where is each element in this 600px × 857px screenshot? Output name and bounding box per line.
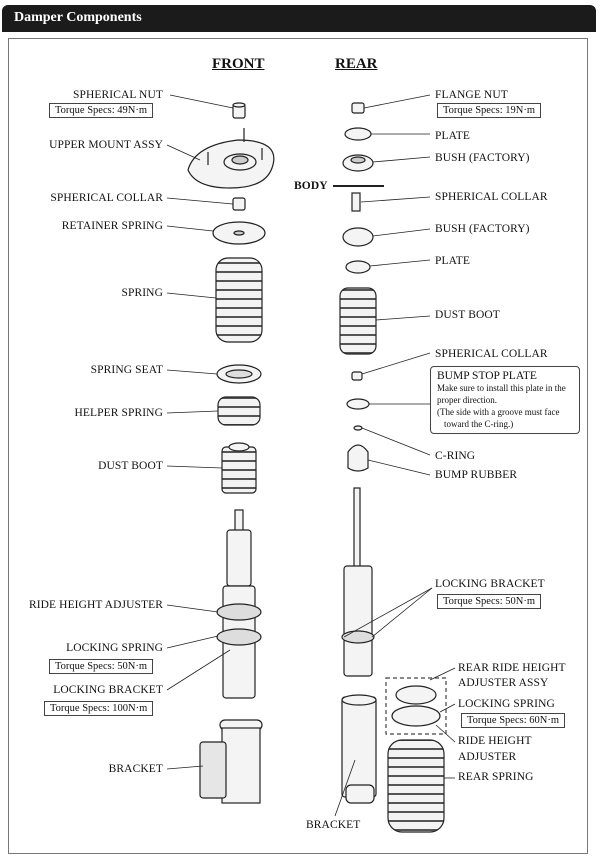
rear-c-ring [354, 426, 362, 430]
label-rear-locking-bracket: LOCKING BRACKET [435, 578, 545, 590]
label-retainer-spring: RETAINER SPRING [61, 220, 163, 232]
rear-heading: REAR [335, 56, 378, 72]
label-rear-plate-bottom: PLATE [435, 255, 470, 267]
rear-plate-top [345, 128, 371, 140]
label-rear-spherical-collar-top: SPHERICAL COLLAR [435, 191, 548, 203]
label-flange-nut: FLANGE NUT [435, 89, 508, 101]
label-spherical-nut: SPHERICAL NUT [72, 89, 163, 101]
note-line-1: Make sure to install this plate in the [437, 383, 566, 393]
front-dust-boot [222, 443, 256, 493]
front-spherical-nut [233, 103, 245, 118]
label-adjuster-assy-1: REAR RIDE HEIGHT [458, 662, 566, 674]
label-rear-plate-top: PLATE [435, 130, 470, 142]
label-ride-height-adjuster: RIDE HEIGHT ADJUSTER [28, 599, 163, 611]
front-damper [217, 510, 261, 698]
rear-spherical-collar-bottom [352, 372, 362, 380]
rear-flange-nut [352, 103, 364, 113]
front-spherical-collar [233, 198, 245, 210]
front-upper-mount [188, 128, 274, 188]
front-bracket [200, 720, 262, 803]
front-retainer-spring [213, 222, 265, 244]
rear-bush-bottom [343, 228, 373, 246]
note-line-3: (The side with a groove must face [437, 407, 560, 417]
label-front-dust-boot: DUST BOOT [98, 460, 163, 472]
front-heading: FRONT [212, 56, 265, 72]
rear-damper [342, 488, 374, 676]
label-rear-ride-height-1: RIDE HEIGHT [458, 735, 532, 747]
label-rear-spherical-collar-bottom: SPHERICAL COLLAR [435, 348, 548, 360]
front-helper-spring [218, 397, 260, 425]
label-spring-seat: SPRING SEAT [90, 364, 163, 376]
rear-bump-stop-plate [347, 399, 369, 409]
rear-plate-bottom [346, 261, 370, 273]
label-front-spherical-collar: SPHERICAL COLLAR [50, 192, 163, 204]
torque-front-locking-bracket: Torque Specs: 100N·m [44, 701, 153, 716]
label-rear-bracket: BRACKET [306, 819, 361, 831]
note-line-2: proper direction. [437, 395, 497, 405]
note-line-4: toward the C-ring.) [444, 419, 514, 429]
body-label: BODY [294, 180, 328, 192]
label-front-locking-bracket: LOCKING BRACKET [53, 684, 163, 696]
page-title: Damper Components [14, 10, 142, 25]
label-upper-mount: UPPER MOUNT ASSY [49, 139, 163, 151]
torque-rear-locking-spring: Torque Specs: 60N·m [461, 713, 565, 728]
rear-spring [388, 740, 444, 832]
label-bush-bottom: BUSH (FACTORY) [435, 223, 530, 235]
front-spring [216, 258, 262, 342]
label-helper-spring: HELPER SPRING [74, 407, 163, 419]
torque-flange-nut: Torque Specs: 19N·m [437, 103, 541, 118]
label-c-ring: C-RING [435, 450, 476, 462]
label-front-locking-spring: LOCKING SPRING [66, 642, 163, 654]
rear-bump-rubber [348, 445, 368, 471]
rear-dust-boot [340, 288, 376, 354]
torque-spherical-nut: Torque Specs: 49N·m [49, 103, 153, 118]
label-rear-spring: REAR SPRING [458, 771, 534, 783]
label-front-spring: SPRING [121, 287, 163, 299]
rear-bush-top [343, 155, 373, 171]
label-rear-locking-spring: LOCKING SPRING [458, 698, 555, 710]
torque-front-locking-spring: Torque Specs: 50N·m [49, 659, 153, 674]
label-bump-rubber: BUMP RUBBER [435, 469, 518, 481]
bump-stop-note [430, 366, 580, 434]
label-rear-dust-boot: DUST BOOT [435, 309, 500, 321]
label-front-bracket: BRACKET [108, 763, 163, 775]
label-bump-stop-plate: BUMP STOP PLATE [437, 370, 537, 382]
label-rear-ride-height-2: ADJUSTER [458, 751, 517, 763]
label-bush-top: BUSH (FACTORY) [435, 152, 530, 164]
rear-bracket [342, 695, 376, 803]
front-spring-seat [217, 365, 261, 383]
torque-rear-locking-bracket: Torque Specs: 50N·m [437, 594, 541, 609]
rear-spherical-collar-top [352, 193, 360, 211]
label-adjuster-assy-2: ADJUSTER ASSY [458, 677, 549, 689]
